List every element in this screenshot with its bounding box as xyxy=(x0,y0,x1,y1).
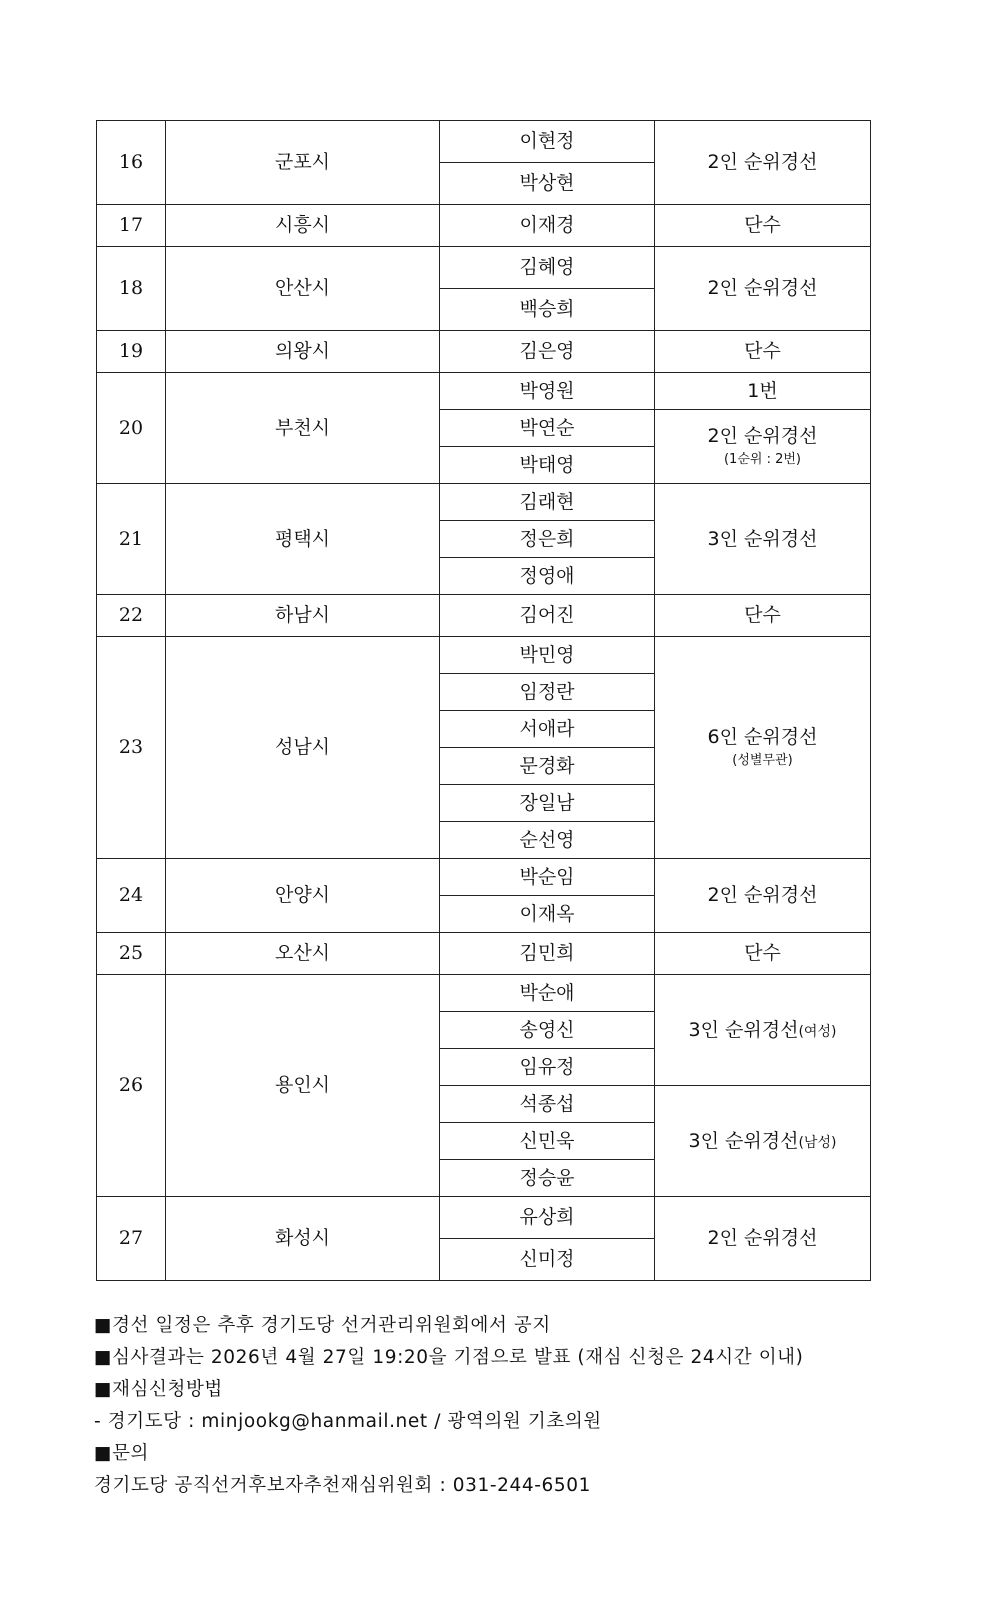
candidate-name: 이현정 xyxy=(440,121,655,163)
table-row xyxy=(97,1197,871,1239)
result-suffix: (남성) xyxy=(798,1134,837,1151)
result-cell: 2인 순위경선 xyxy=(655,121,871,205)
note-appeal-heading: ■재심신청방법 xyxy=(94,1379,223,1400)
result-cell: 2인 순위경선 xyxy=(655,247,871,331)
row-number: 26 xyxy=(97,975,166,1197)
candidate-name: 박상현 xyxy=(440,163,655,205)
candidate-name: 박영원 xyxy=(440,373,655,410)
result-main: 3인 순위경선 xyxy=(688,1129,799,1152)
result-cell-female xyxy=(655,975,871,1086)
candidate-name: 김민희 xyxy=(440,933,655,975)
city-name: 시흥시 xyxy=(166,205,440,247)
result-note: (1순위 : 2번) xyxy=(723,451,801,467)
city-name: 안산시 xyxy=(166,247,440,331)
city-name: 평택시 xyxy=(166,484,440,595)
candidate-name: 박민영 xyxy=(440,637,655,674)
row-number: 20 xyxy=(97,373,166,484)
candidate-name: 박연순 xyxy=(440,410,655,447)
candidate-name: 신미정 xyxy=(440,1239,655,1281)
table-row xyxy=(97,595,871,637)
candidate-name: 박순임 xyxy=(440,859,655,896)
result-cell: 1번 xyxy=(655,373,871,410)
city-name: 오산시 xyxy=(166,933,440,975)
result-cell: 2인 순위경선 xyxy=(655,859,871,933)
result-note: (성별무관) xyxy=(732,752,793,768)
result-cell: 단수 xyxy=(655,595,871,637)
table-row xyxy=(97,859,871,896)
note-schedule: ■경선 일정은 추후 경기도당 선거관리위원회에서 공지 xyxy=(94,1315,551,1336)
city-name: 부천시 xyxy=(166,373,440,484)
candidate-name: 정영애 xyxy=(440,558,655,595)
result-cell: 3인 순위경선 xyxy=(655,484,871,595)
table-row xyxy=(97,637,871,674)
result-cell: 2인 순위경선 xyxy=(655,1197,871,1281)
candidate-name: 김래현 xyxy=(440,484,655,521)
result-cell-male xyxy=(655,1086,871,1197)
row-number: 17 xyxy=(97,205,166,247)
result-main: 6인 순위경선 xyxy=(707,725,818,748)
candidate-name: 이재옥 xyxy=(440,896,655,933)
table-row xyxy=(97,933,871,975)
candidate-name: 김어진 xyxy=(440,595,655,637)
note-inquiry-contact: 경기도당 공직선거후보자추천재심위원회 : 031-244-6501 xyxy=(94,1475,592,1496)
candidate-name: 장일남 xyxy=(440,785,655,822)
candidate-name: 순선영 xyxy=(440,822,655,859)
result-cell xyxy=(655,637,871,859)
city-name: 성남시 xyxy=(166,637,440,859)
city-name: 의왕시 xyxy=(166,331,440,373)
result-cell: 단수 xyxy=(655,933,871,975)
candidate-name: 신민욱 xyxy=(440,1123,655,1160)
table-row xyxy=(97,205,871,247)
table-row xyxy=(97,373,871,410)
candidate-name: 서애라 xyxy=(440,711,655,748)
note-announcement: ■심사결과는 2026년 4월 27일 19:20을 기점으로 발표 (재심 신청은 24시간 이내) xyxy=(94,1347,804,1368)
table-row xyxy=(97,331,871,373)
row-number: 19 xyxy=(97,331,166,373)
row-number: 27 xyxy=(97,1197,166,1281)
notes-section xyxy=(94,1310,894,1502)
city-name: 하남시 xyxy=(166,595,440,637)
result-cell: 단수 xyxy=(655,205,871,247)
candidate-table xyxy=(96,120,871,1281)
candidate-name: 김은영 xyxy=(440,331,655,373)
result-main: 2인 순위경선 xyxy=(707,424,818,447)
result-suffix: (여성) xyxy=(798,1023,837,1040)
result-main: 3인 순위경선 xyxy=(688,1018,799,1041)
table-row xyxy=(97,484,871,521)
table-row xyxy=(97,975,871,1012)
row-number: 18 xyxy=(97,247,166,331)
candidate-name: 문경화 xyxy=(440,748,655,785)
candidate-name: 이재경 xyxy=(440,205,655,247)
candidate-name: 정승윤 xyxy=(440,1160,655,1197)
candidate-name: 박순애 xyxy=(440,975,655,1012)
candidate-name: 박태영 xyxy=(440,447,655,484)
row-number: 23 xyxy=(97,637,166,859)
city-name: 용인시 xyxy=(166,975,440,1197)
row-number: 25 xyxy=(97,933,166,975)
note-inquiry-heading: ■문의 xyxy=(94,1443,150,1464)
city-name: 안양시 xyxy=(166,859,440,933)
row-number: 24 xyxy=(97,859,166,933)
result-cell: 단수 xyxy=(655,331,871,373)
candidate-name: 정은희 xyxy=(440,521,655,558)
table-row xyxy=(97,247,871,289)
result-cell xyxy=(655,410,871,484)
candidate-name: 임유정 xyxy=(440,1049,655,1086)
city-name: 군포시 xyxy=(166,121,440,205)
candidate-name: 김혜영 xyxy=(440,247,655,289)
row-number: 21 xyxy=(97,484,166,595)
candidate-name: 송영신 xyxy=(440,1012,655,1049)
candidate-name: 임정란 xyxy=(440,674,655,711)
candidate-name: 백승희 xyxy=(440,289,655,331)
candidate-name: 석종섭 xyxy=(440,1086,655,1123)
row-number: 16 xyxy=(97,121,166,205)
note-appeal-contact: - 경기도당 : minjookg@hanmail.net / 광역의원 기초의원 xyxy=(94,1411,602,1432)
row-number: 22 xyxy=(97,595,166,637)
table-row xyxy=(97,121,871,163)
candidate-name: 유상희 xyxy=(440,1197,655,1239)
city-name: 화성시 xyxy=(166,1197,440,1281)
